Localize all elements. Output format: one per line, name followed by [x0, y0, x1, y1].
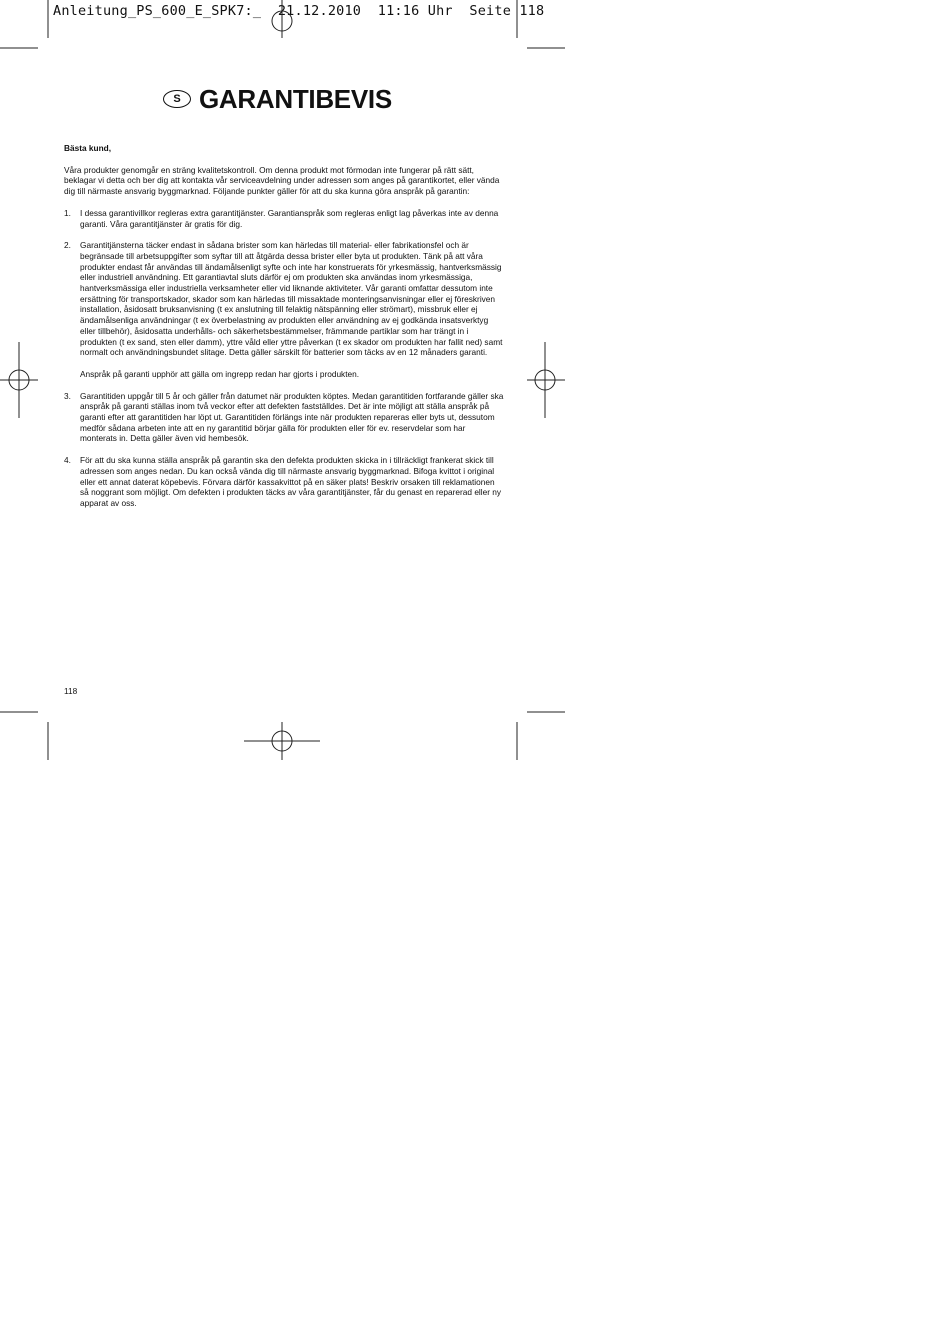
warranty-term: [64, 208, 504, 229]
page-title: GARANTIBEVIS: [199, 84, 392, 114]
warranty-text: [64, 143, 504, 520]
greeting: Bästa kund,: [64, 143, 112, 153]
intro-paragraph: Våra produkter genomgår en sträng kvalitetskontroll. Om denna produkt mot förmodan inte fungerar på rätt sätt, beklagar vi detta och ber dig att kontakta vår serviceavdelning under adressen som anges på garantikortet, eller vända dig till närmaste ansvarig byggmarknad. Följande punkter gäller för att du ska kunna göra anspråk på garantin:: [64, 164, 500, 197]
warranty-term: [64, 240, 504, 379]
warranty-term: [64, 455, 504, 509]
warranty-terms-list: [64, 208, 504, 509]
print-slug: Anleitung_PS_600_E_SPK7:_ 21.12.2010 11:16 Uhr Seite 118: [53, 3, 545, 19]
registration-mark-right: [527, 342, 565, 418]
warranty-term: [64, 391, 504, 445]
registration-mark-left: [0, 342, 38, 418]
term-paragraph: För att du ska kunna ställa anspråk på garantin ska den defekta produkten skicka in i tillräckligt frankerat skick till adressen som anges nedan. Du kan också vända dig till närmaste ansvarig byggmarknad. Bifoga kvittot i original eller ett annat daterat köpebevis. Förvara därför kassakvittot på en säker plats! Beskriv orsaken till reklamationen så noggrant som möjligt. Om defekten i produkten täcks av våra garantitjänster, får du genast en reparerad eller ny apparat av oss.: [80, 455, 502, 508]
term-number: 4.: [64, 455, 71, 466]
language-code: S: [173, 93, 181, 105]
term-number: 3.: [64, 390, 71, 401]
term-paragraph: Anspråk på garanti upphör att gälla om ingrepp redan har gjorts i produkten.: [80, 368, 360, 379]
title-block: [163, 82, 392, 116]
registration-mark-bottom: [244, 722, 320, 760]
term-number: 1.: [64, 207, 71, 218]
term-paragraph: Garantitjänsterna täcker endast in sådana brister som kan härledas till material- eller fabrikationsfel och är begränsade till arbetsuppgifter som syftar till att åtgärda dessa brister eller byta ut produkten. Tänk på att våra produkter endast får användas till ändamålsenligt syfte och inte har konstruerats för yrkesmässig, hantverksmässig eller industriell användning. Ett garantiavtal sluts därför ej om produkten ska användas inom yrkesmässiga, hantverksmässiga eller industriella verksamheter eller vid liknande aktiviteter. Vår garanti omfattar dessutom inte ersättning för transportskador, skador som kan härledas till missaktade monteringsanvisningar eller ej föreskriven installation, åsidosatt bruksanvisning (t ex anslutning till felaktig nätspänning eller strömart), missbruk eller ej ändamålsenliga användningar (t ex överbelastning av produkten eller användning av ej godkända insatsverktyg eller tillbehör), åsidosatta underhålls- och säkerhetsbestämmelser, främmande partiklar som har trängt in i produkten (t ex sand, sten eller damm), yttre våld eller yttre påverkan (t ex skador om produkten har fallit ned) samt normalt och användningsbundet slitage. Detta gäller särskilt för batterier som täcks av en 12 månaders garanti.: [80, 240, 503, 358]
term-number: 2.: [64, 240, 71, 251]
term-paragraph: Garantitiden uppgår till 5 år och gäller från datumet när produkten köptes. Medan garantitiden fortfarande gäller ska anspråk på garanti ställas inom två veckor efter att defekten fastställdes. Det är inte möjligt att ställa anspråk på garanti efter att garantitiden har löpt ut. Garantitiden förlängs inte när produkten repareras eller byts ut, dessutom medför sådana arbeten inte att en ny garantitid börjar gälla för produkten eller för ev. reservdelar som har monterats in. Detta gäller även vid hembesök.: [80, 390, 504, 444]
page-number: 118: [64, 686, 78, 696]
language-badge: [163, 90, 191, 108]
term-paragraph: I dessa garantivillkor regleras extra garantitjänster. Garantianspråk som regleras enligt lag påverkas inte av denna garanti. Våra garantitjänster är gratis för dig.: [80, 207, 499, 229]
